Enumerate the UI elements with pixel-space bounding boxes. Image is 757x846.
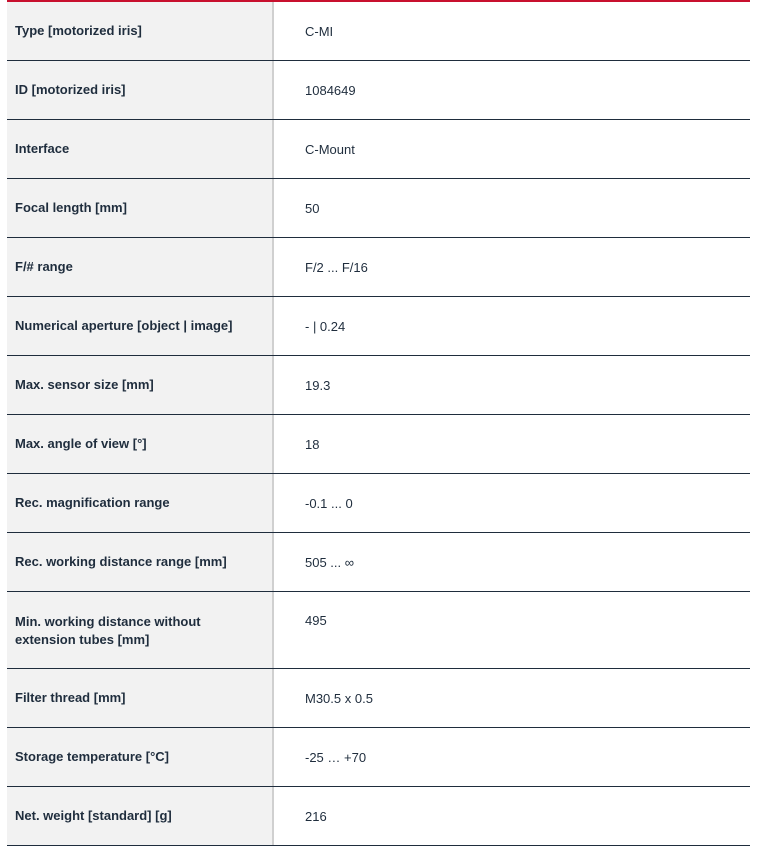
spec-row-focal-length	[7, 179, 750, 238]
spec-value: 1084649	[305, 82, 356, 98]
spec-value: 505 ... ∞	[305, 554, 355, 570]
spec-label: Net. weight [standard] [g]	[7, 787, 274, 845]
spec-label: Max. sensor size [mm]	[7, 356, 274, 414]
spec-value: M30.5 x 0.5	[305, 690, 373, 706]
spec-row-storage-temperature	[7, 728, 750, 787]
spec-label: Max. angle of view [°]	[7, 415, 274, 473]
spec-table	[7, 0, 750, 846]
spec-value: F/2 ... F/16	[305, 259, 368, 275]
spec-value: 19.3	[305, 377, 331, 393]
spec-value: 50	[305, 200, 320, 216]
spec-row-net-weight	[7, 787, 750, 846]
spec-row-interface	[7, 120, 750, 179]
spec-value: 18	[305, 436, 320, 452]
spec-label: Storage temperature [°C]	[7, 728, 274, 786]
spec-row-angle-of-view	[7, 415, 750, 474]
spec-value: C-Mount	[305, 141, 355, 157]
spec-row-sensor-size	[7, 356, 750, 415]
spec-row-working-distance	[7, 533, 750, 592]
spec-value: - | 0.24	[305, 318, 346, 334]
spec-row-magnification	[7, 474, 750, 533]
spec-label: Numerical aperture [object | image]	[7, 297, 274, 355]
spec-label: ID [motorized iris]	[7, 61, 274, 119]
spec-value: -0.1 ... 0	[305, 495, 353, 511]
spec-label: F/# range	[7, 238, 274, 296]
spec-value: C-MI	[305, 23, 334, 39]
spec-row-filter-thread	[7, 669, 750, 728]
spec-label: Rec. magnification range	[7, 474, 274, 532]
spec-row-numerical-aperture	[7, 297, 750, 356]
spec-row-min-working-distance	[7, 592, 750, 669]
spec-row-f-range	[7, 238, 750, 297]
spec-label: Interface	[7, 120, 274, 178]
spec-row-id	[7, 61, 750, 120]
spec-label: Rec. working distance range [mm]	[7, 533, 274, 591]
spec-label: Min. working distance without extension tubes [mm]	[7, 592, 274, 668]
spec-value: 216	[305, 808, 327, 824]
spec-label: Filter thread [mm]	[7, 669, 274, 727]
spec-row-type	[7, 2, 750, 61]
spec-value: -25 … +70	[305, 749, 367, 765]
spec-label: Focal length [mm]	[7, 179, 274, 237]
spec-label: Type [motorized iris]	[7, 2, 274, 60]
spec-value: 495	[305, 613, 327, 628]
